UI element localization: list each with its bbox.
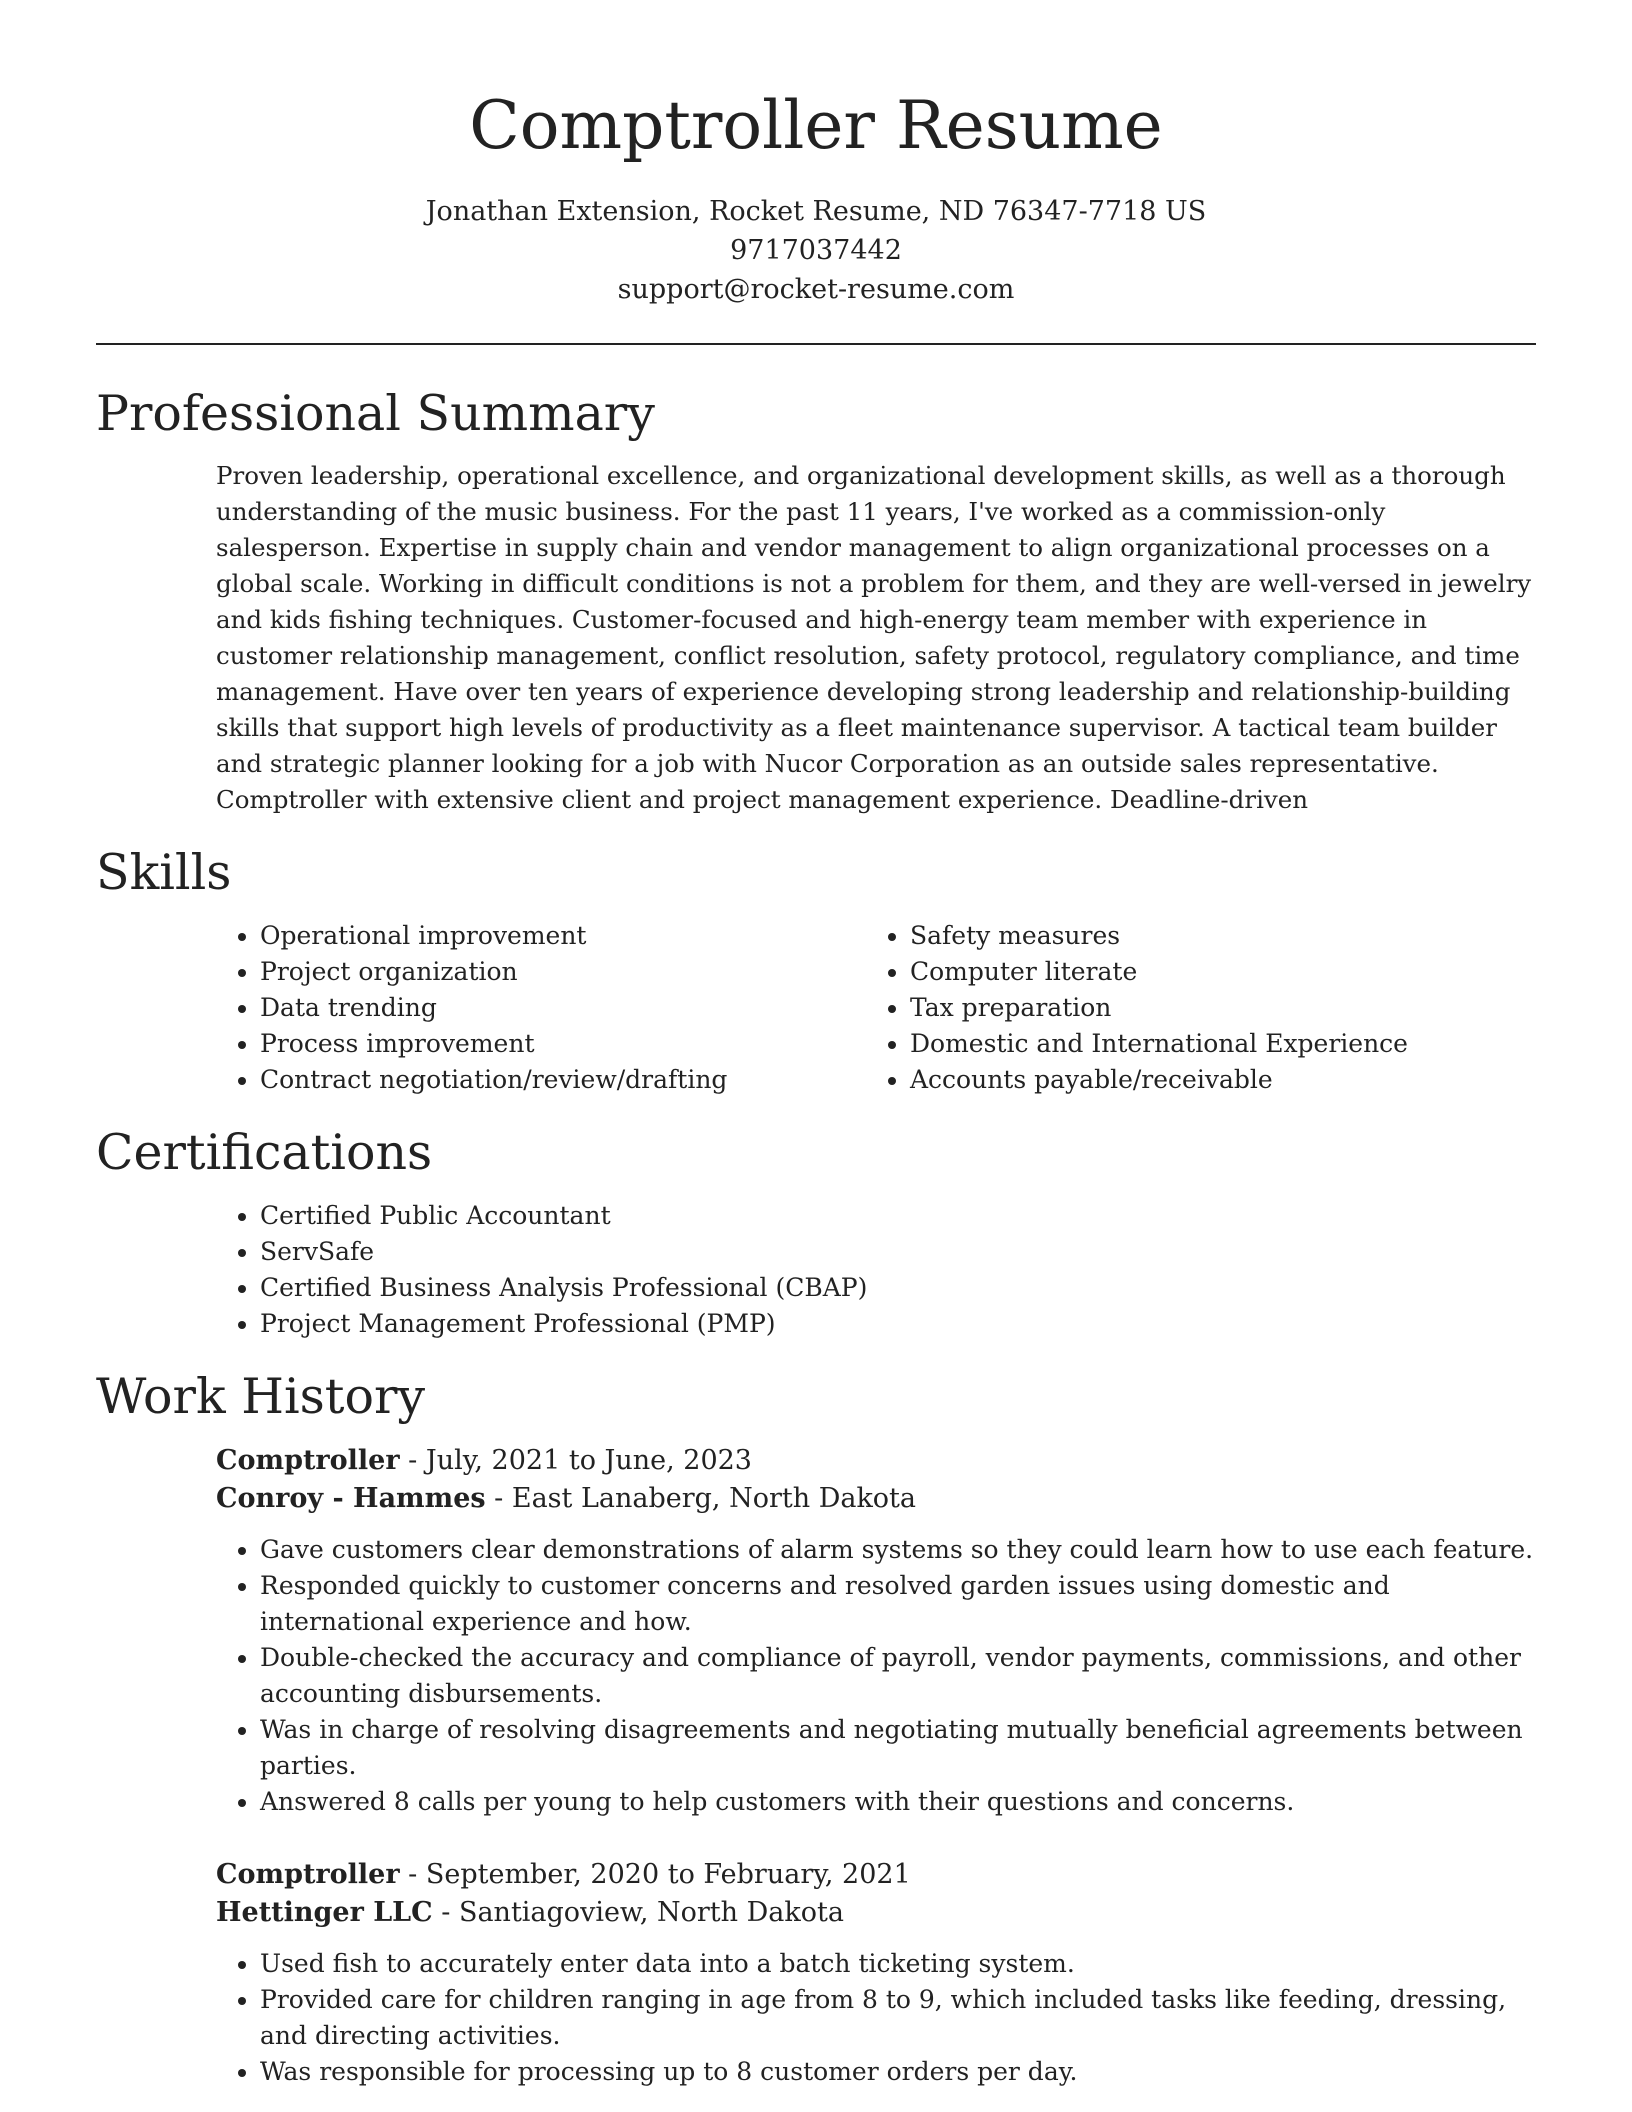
job-company-line xyxy=(216,1894,1536,1932)
certifications-section xyxy=(96,1122,1536,1342)
job-title: Comptroller xyxy=(216,1445,400,1476)
skills-heading: Skills xyxy=(96,844,232,901)
certifications-heading: Certifications xyxy=(96,1124,433,1181)
work-history-section xyxy=(96,1366,1536,2090)
resume-title: Comptroller Resume xyxy=(469,87,1163,164)
contact-address: Jonathan Extension, Rocket Resume, ND 76347-7718 US xyxy=(425,196,1207,227)
skill-item: • Safety measures xyxy=(910,918,1516,954)
certification-item: • Certified Business Analysis Professional (CBAP) xyxy=(260,1270,1536,1306)
job-entry xyxy=(216,1856,1536,2090)
job-location: - Santiagoview, North Dakota xyxy=(432,1897,844,1928)
job-company: Hettinger LLC xyxy=(216,1897,433,1928)
skills-column-right xyxy=(866,918,1516,1098)
job-entry xyxy=(216,1442,1536,1820)
skills-section xyxy=(96,842,1536,1098)
job-duty-item: • Provided care for children ranging in age from 8 to 9, which included tasks like feeding, dressing, and directing activities. xyxy=(260,1982,1536,2054)
summary-heading: Professional Summary xyxy=(96,385,655,442)
certification-item: • ServSafe xyxy=(260,1234,1536,1270)
skills-list-left xyxy=(216,918,866,1098)
job-duty-item: • Gave customers clear demonstrations of alarm systems so they could learn how to use each feature. xyxy=(260,1532,1536,1568)
summary-section xyxy=(96,383,1536,818)
skill-item: • Computer literate xyxy=(910,954,1516,990)
skill-item: • Tax preparation xyxy=(910,990,1516,1026)
skill-item: • Contract negotiation/review/drafting xyxy=(260,1062,866,1098)
skill-item: • Process improvement xyxy=(260,1026,866,1062)
skill-item: • Domestic and International Experience xyxy=(910,1026,1516,1062)
skills-column-left xyxy=(216,918,866,1098)
certification-item: • Project Management Professional (PMP) xyxy=(260,1306,1536,1342)
skill-item: • Data trending xyxy=(260,990,866,1026)
certification-item: • Certified Public Accountant xyxy=(260,1198,1536,1234)
job-duty-item: • Was responsible for processing up to 8 customer orders per day. xyxy=(260,2054,1536,2090)
skills-grid xyxy=(216,918,1536,1098)
job-location: - East Lanaberg, North Dakota xyxy=(485,1483,917,1514)
job-title-line xyxy=(216,1856,1536,1894)
job-company: Conroy - Hammes xyxy=(216,1483,486,1514)
skills-list-right xyxy=(866,918,1516,1098)
job-duty-item: • Used fish to accurately enter data into a batch ticketing system. xyxy=(260,1946,1536,1982)
certifications-list xyxy=(216,1198,1536,1342)
certifications-list-wrapper xyxy=(216,1198,1536,1342)
contact-block xyxy=(96,192,1536,309)
contact-email: support@rocket-resume.com xyxy=(617,274,1015,305)
job-duties xyxy=(216,1532,1536,1820)
contact-phone: 9717037442 xyxy=(730,235,902,266)
job-duties-list xyxy=(216,1946,1536,2090)
job-duty-item: • Responded quickly to customer concerns and resolved garden issues using domestic and international experience and how. xyxy=(260,1568,1536,1640)
work-history-heading: Work History xyxy=(96,1368,426,1425)
skill-item: • Accounts payable/receivable xyxy=(910,1062,1516,1098)
job-dates: - September, 2020 to February, 2021 xyxy=(399,1859,911,1890)
job-duty-item: • Answered 8 calls per young to help customers with their questions and concerns. xyxy=(260,1784,1536,1820)
job-title: Comptroller xyxy=(216,1859,400,1890)
job-dates: - July, 2021 to June, 2023 xyxy=(399,1445,752,1476)
resume-header xyxy=(96,0,1536,309)
job-company-line xyxy=(216,1480,1536,1518)
job-duty-item: • Was in charge of resolving disagreements and negotiating mutually beneficial agreements between parties. xyxy=(260,1712,1536,1784)
header-divider xyxy=(96,343,1536,345)
job-duties-list xyxy=(216,1532,1536,1820)
skill-item: • Project organization xyxy=(260,954,866,990)
job-title-line xyxy=(216,1442,1536,1480)
summary-text: Proven leadership, operational excellence, and organizational development skills, as well as a thorough understanding of the music business. For the past 11 years, I've worked as a commission-only salesperson. Expertise in supply chain and vendor management to align organizational processes on a global scale. Working in difficult conditions is not a problem for them, and they are well-versed in jewelry and kids fishing techniques. Customer-focused and high-energy team member with experience in customer relationship management, conflict resolution, safety protocol, regulatory compliance, and time management. Have over ten years of experience developing strong leadership and relationship-building skills that support high levels of productivity as a fleet maintenance supervisor. A tactical team builder and strategic planner looking for a job with Nucor Corporation as an outside sales representative. Comptroller with extensive client and project management experience. Deadline-driven xyxy=(216,461,1532,814)
job-duties xyxy=(216,1946,1536,2090)
job-duty-item: • Double-checked the accuracy and compliance of payroll, vendor payments, commissions, and other accounting disbursements. xyxy=(260,1640,1536,1712)
skill-item: • Operational improvement xyxy=(260,918,866,954)
